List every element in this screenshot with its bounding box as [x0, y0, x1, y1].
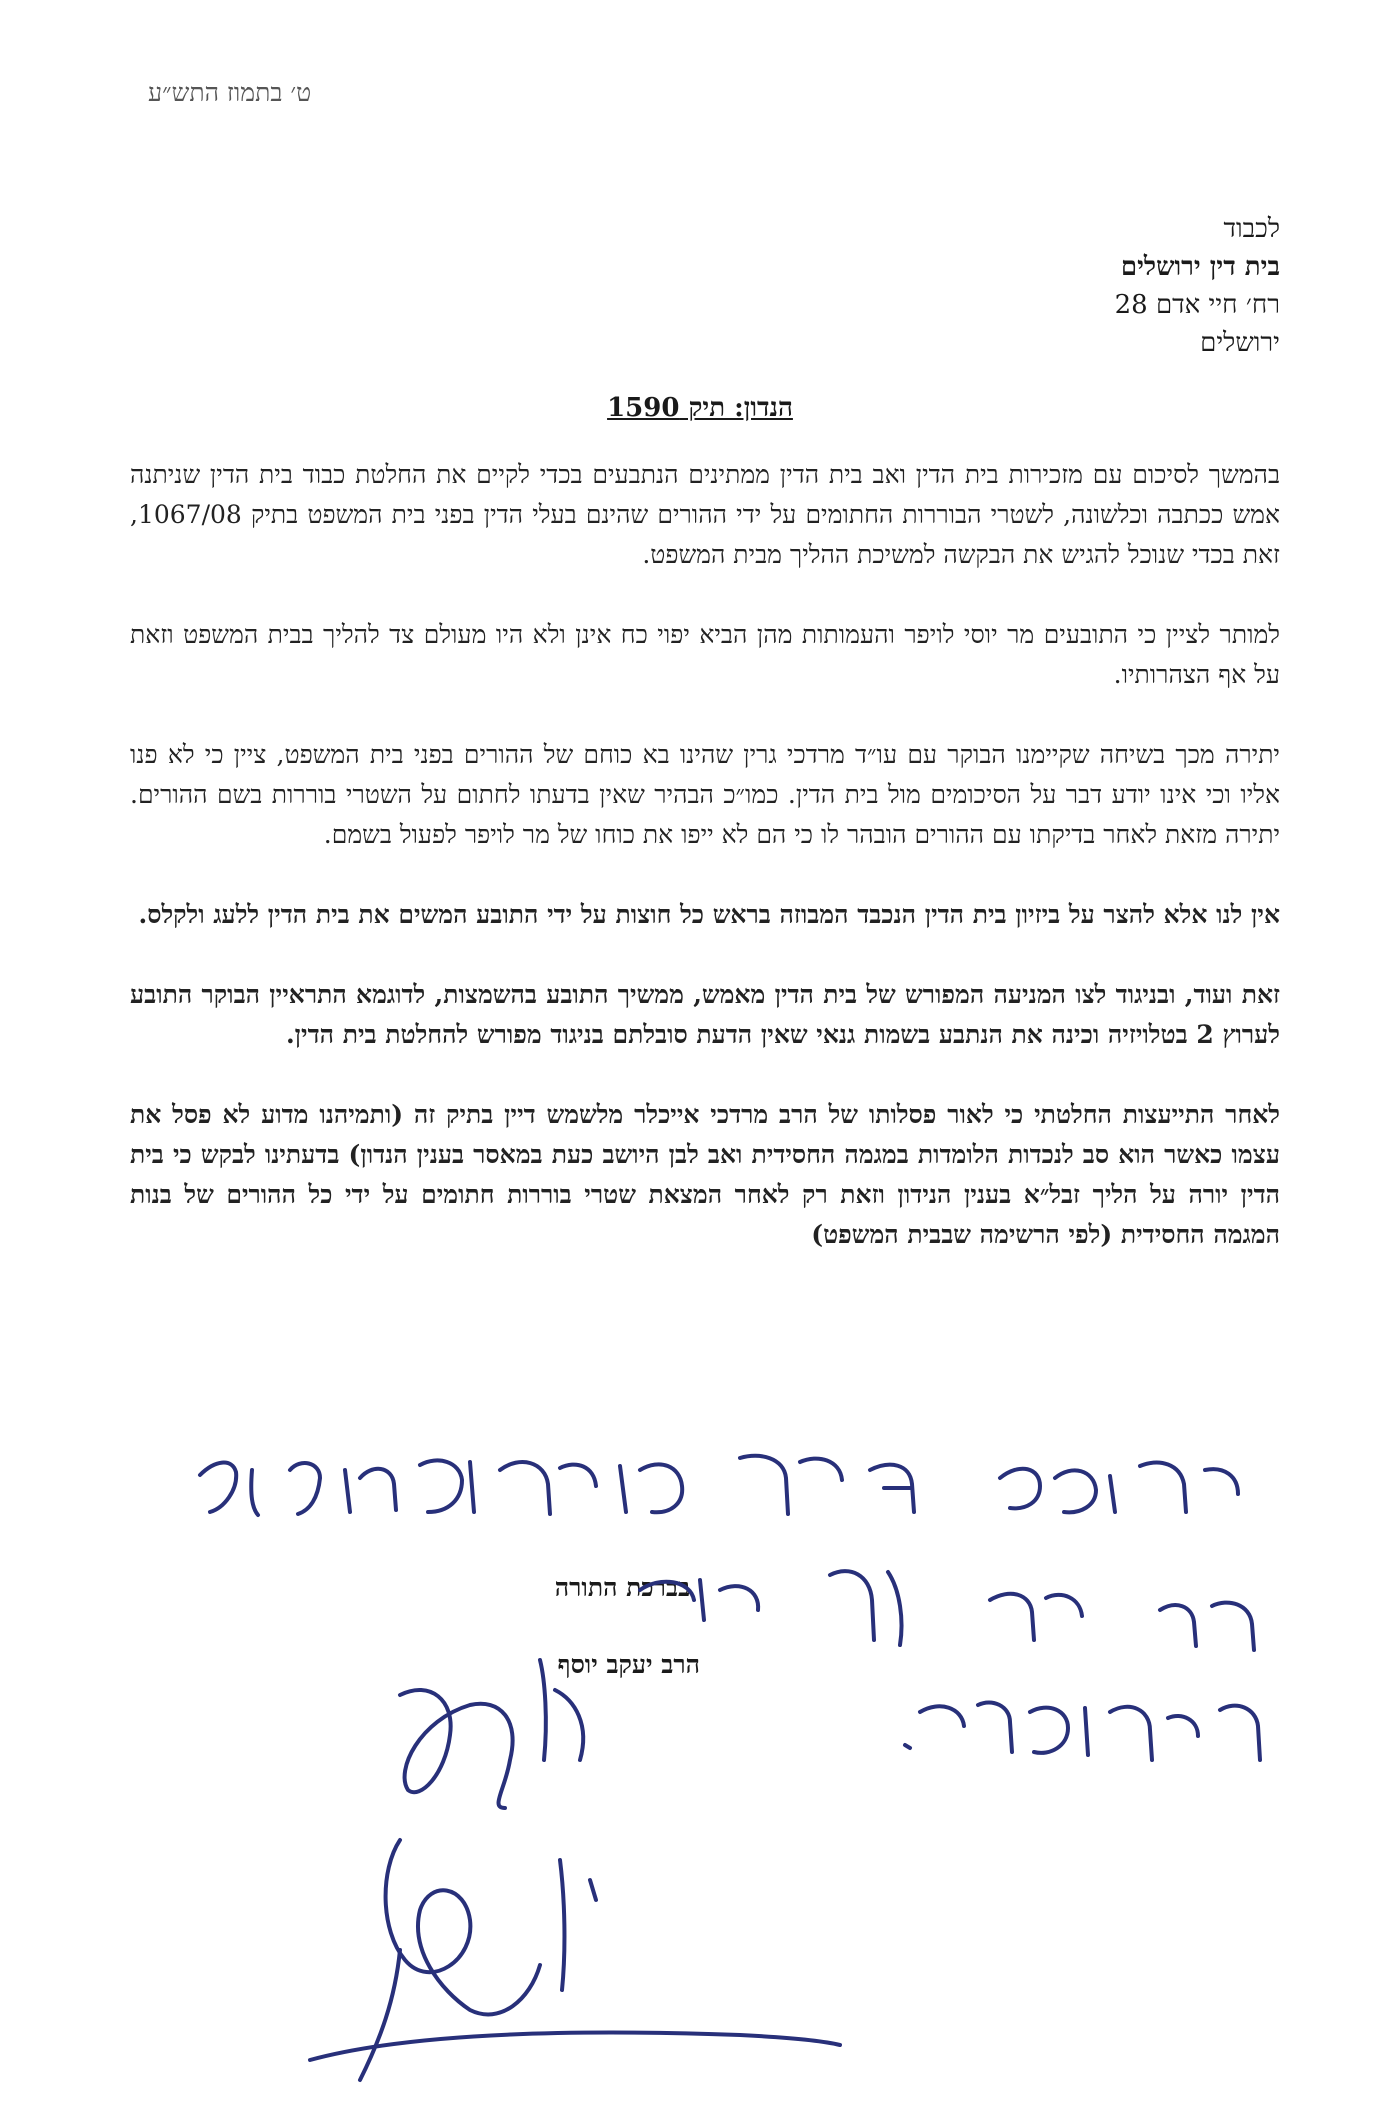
recipient-address	[680, 210, 1280, 362]
body-paragraph-3: יתירה מכך בשיחה שקיימנו הבוקר עם עו״ד מרדכי גרין שהינו בא כוחם של ההורים בפני בית המשפט, ציין כי לא פנו אליו וכי אינו יודע דבר על הסיכומים מול בית הדין. כמו״כ הבהיר שאין בדעתו לחתום על השטרי בוררות בשם ההורים. יתירה מזאת לאחר בדיקתו עם ההורים הובהר לו כי הם לא ייפו את כוחו של מר לויפר לפעול בשמם.	[130, 740, 1280, 849]
recipient-city: ירושלים	[1200, 328, 1280, 358]
body-paragraph-1: בהמשך לסיכום עם מזכירות בית הדין ואב בית הדין ממתינים הנתבעים בכדי לקיים את החלטת כבוד בית הדין שניתנה אמש ככתבה וכלשונה, לשטרי הבוררות החתומים על ידי ההורים שהינם בעלי הדין בפני בית המשפט בתיק 1067/08, זאת בכדי שנוכל להגיש את הבקשה למשיכת ההליך מבית המשפט.	[130, 460, 1280, 569]
body-paragraph-4: אין לנו אלא להצר על ביזיון בית הדין הנכבד המבוזה בראש כל חוצות על ידי התובע המשים את בית הדין ללעג ולקלס.	[138, 900, 1280, 929]
body-paragraph-2: למותר לציין כי התובעים מר יוסי לויפר והעמותות מהן הביא יפוי כח אינן ולא היו מעולם צד להליך בבית המשפט וזאת על אף הצהרותיו.	[130, 620, 1280, 689]
recipient-street: רח׳ חיי אדם 28	[1114, 290, 1280, 320]
recipient-name: בית דין ירושלים	[1120, 252, 1280, 282]
body-paragraph-6: לאחר התייעצות החלטתי כי לאור פסלותו של הרב מרדכי אייכלר מלשמש דיין בתיק זה (ותמיהנו מדוע לא פסל את עצמו כאשר הוא סב לנכדות הלומדות במגמה החסידית ואב לבן היושב כעת במאסר בענין הנדון) בדעתינו לבקש כי בית הדין יורה על הליך זבל״א בענין הנידון וזאת רק לאחר המצאת שטרי בוררות חתומים על ידי כל ההורים של בנות המגמה החסידית (לפי הרשימה שבבית המשפט)	[130, 1100, 1280, 1249]
body-paragraph-5: זאת ועוד, ובניגוד לצו המניעה המפורש של בית הדין מאמש, ממשיך התובע בהשמצות, לדוגמא התראיין הבוקר התובע לערוץ 2 בטלויזיה וכינה את הנתבע בשמות גנאי שאין הדעת סובלתם בניגוד מפורש להחלטת בית הדין.	[130, 980, 1280, 1049]
signer-name: הרב יעקב יוסף	[557, 1650, 700, 1679]
letter-subject-line	[0, 393, 1400, 423]
letter-subject: הנדון: תיק 1590	[607, 393, 793, 423]
recipient-salutation: לכבוד	[1223, 214, 1280, 244]
letter-body	[130, 455, 1280, 1295]
letter-date: ט׳ בתמוז התש״ע	[148, 78, 312, 107]
letter-closing: בברכת התורה	[554, 1573, 690, 1602]
